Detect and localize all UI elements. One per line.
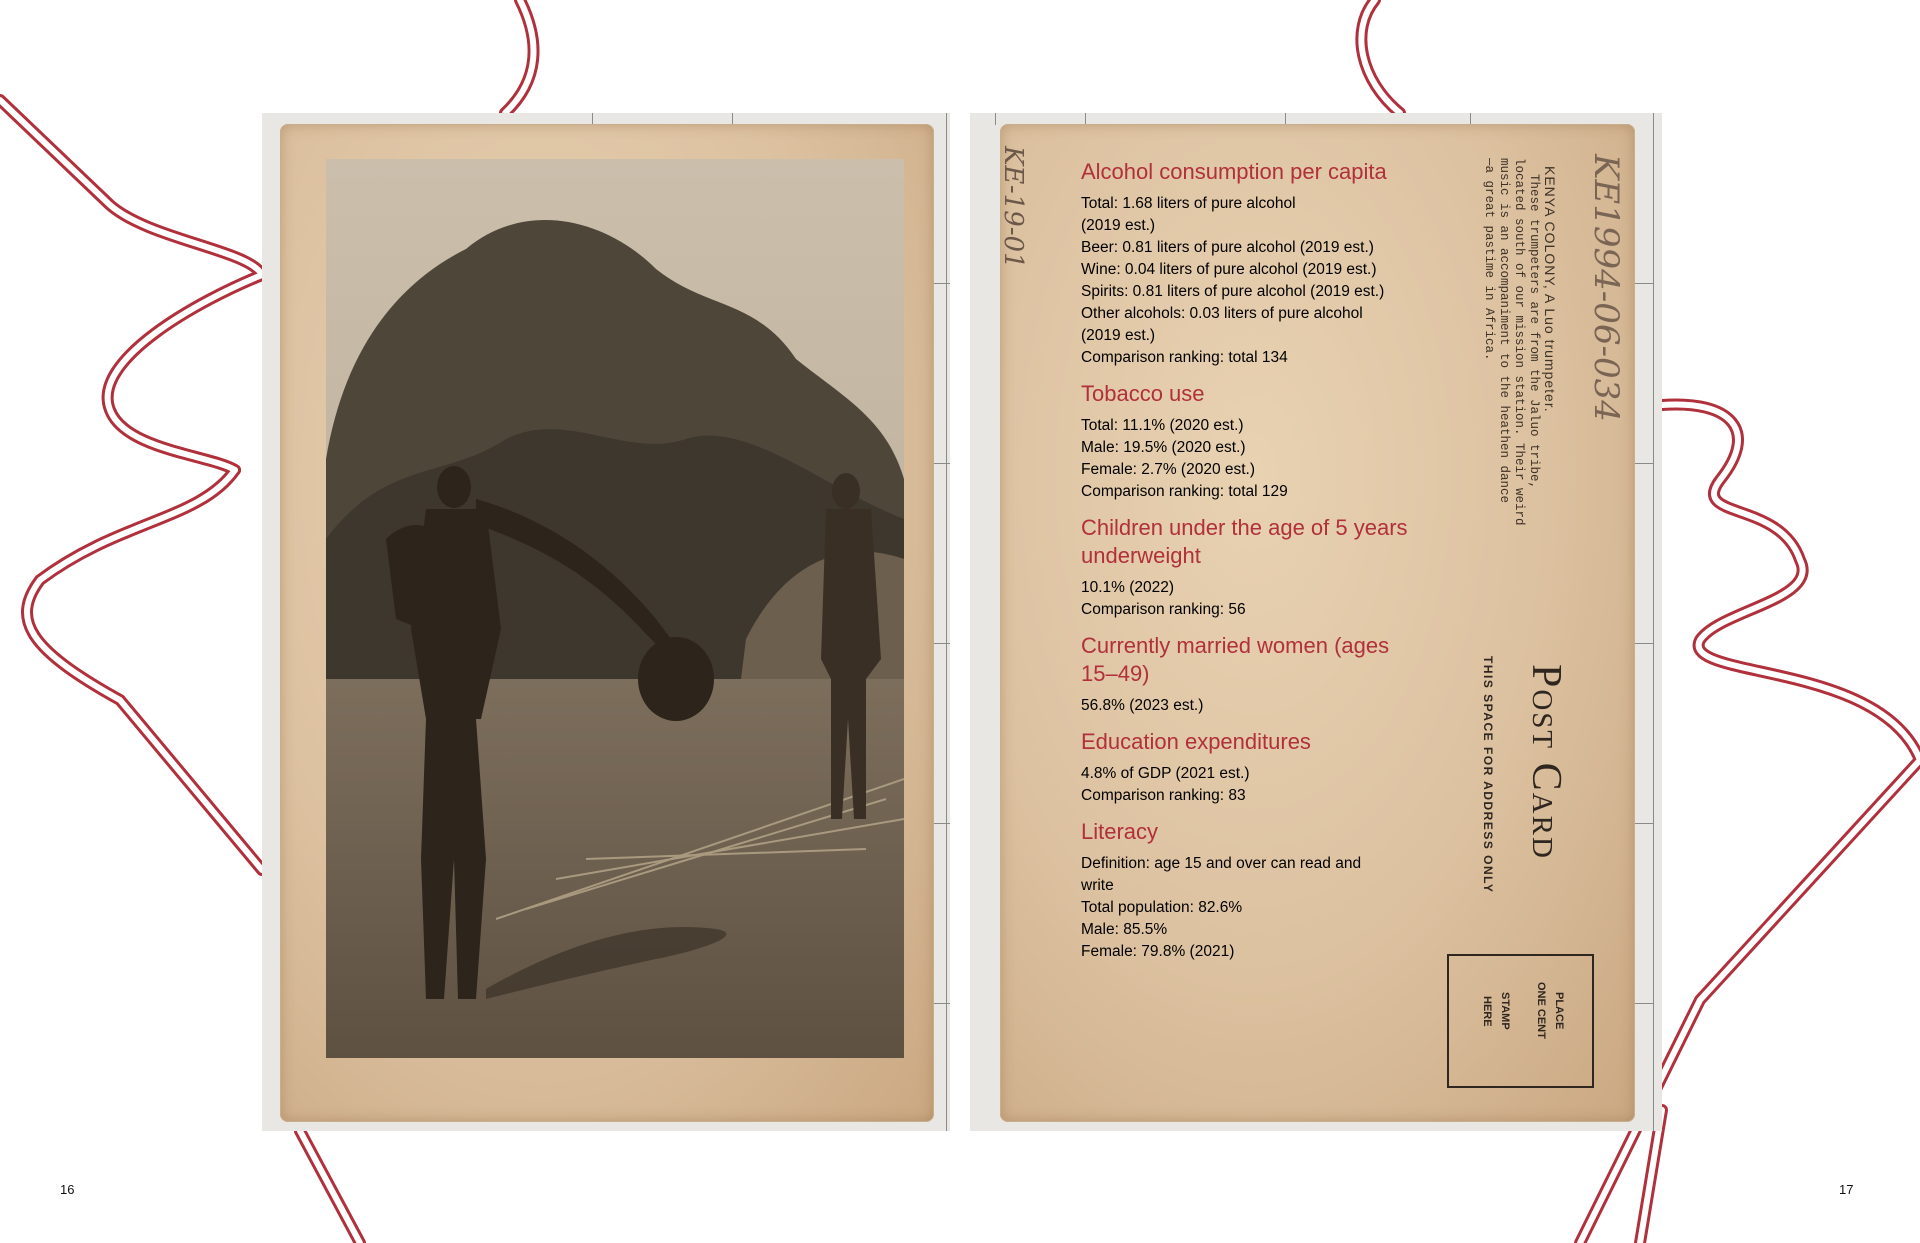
page-number-left: 16: [60, 1182, 75, 1197]
stat-line: Female: 2.7% (2020 est.): [1081, 461, 1256, 478]
stamp-text-line: ONE CENT: [1535, 982, 1547, 1039]
stat-line: Other alcohols: 0.03 liters of pure alcohol: [1081, 305, 1363, 322]
stat-line: 56.8% (2023 est.): [1081, 697, 1204, 714]
section-married-women: [1081, 632, 1426, 717]
section-literacy: [1081, 818, 1426, 963]
stat-line: write: [1081, 877, 1114, 894]
stat-line: 4.8% of GDP (2021 est.): [1081, 765, 1250, 782]
stat-line: Total: 11.1% (2020 est.): [1081, 417, 1244, 434]
stat-line: Comparison ranking: total 134: [1081, 349, 1288, 366]
stat-line: Male: 85.5%: [1081, 921, 1168, 938]
stat-line: (2019 est.): [1081, 327, 1156, 344]
back-left-catalog-number: KE-19-01: [998, 146, 1028, 269]
section-title: Tobacco use: [1081, 381, 1205, 406]
address-note: THIS SPACE FOR ADDRESS ONLY: [1481, 656, 1495, 894]
section-alcohol: [1081, 158, 1426, 369]
stat-line: Spirits: 0.81 liters of pure alcohol (2019 est.): [1081, 283, 1385, 300]
stat-line: Comparison ranking: total 129: [1081, 483, 1288, 500]
stat-line: Beer: 0.81 liters of pure alcohol (2019 est.): [1081, 239, 1374, 256]
section-title: Literacy: [1081, 819, 1159, 844]
stat-line: Female: 79.8% (2021): [1081, 943, 1235, 960]
stat-line: Total population: 82.6%: [1081, 899, 1243, 916]
stat-line: Definition: age 15 and over can read and: [1081, 855, 1362, 872]
stat-line: (2019 est.): [1081, 217, 1156, 234]
section-title: Education expenditures: [1081, 729, 1311, 754]
stat-line: Comparison ranking: 83: [1081, 787, 1246, 804]
section-title: Children under the age of 5 years underweight: [1081, 515, 1408, 568]
stat-line: Male: 19.5% (2020 est.): [1081, 439, 1246, 456]
section-underweight: [1081, 514, 1426, 621]
section-tobacco: [1081, 380, 1426, 503]
stat-line: Comparison ranking: 56: [1081, 601, 1246, 618]
postcard-front: [280, 124, 934, 1122]
section-title: Currently married women (ages 15–49): [1081, 633, 1390, 686]
back-right-catalog-number: KE1994-06-034: [1586, 154, 1626, 422]
section-title: Alcohol consumption per capita: [1081, 159, 1387, 184]
stat-line: 10.1% (2022): [1081, 579, 1175, 596]
stat-line: Total: 1.68 liters of pure alcohol: [1081, 195, 1296, 212]
postcard-back: [1000, 124, 1635, 1122]
caption-line: These trumpeters are from the Jaluo tribe,: [1527, 174, 1541, 490]
stat-line: Wine: 0.04 liters of pure alcohol (2019 est.): [1081, 261, 1377, 278]
page-number-right: 17: [1839, 1182, 1854, 1197]
caption-line: music is an accompaniment to the heathen dance: [1497, 158, 1511, 504]
photo-luo-trumpeter: [326, 159, 904, 1058]
section-education: [1081, 728, 1426, 807]
stamp-text-line: PLACE: [1553, 992, 1565, 1030]
caption-line: located south of our mission station. Their weird: [1512, 158, 1526, 526]
stamp-text-line: HERE: [1481, 996, 1493, 1027]
country-statistics: [1081, 158, 1426, 974]
caption-title: KENYA COLONY, A Luo trumpeter.: [1542, 166, 1558, 413]
stamp-text-line: STAMP: [1499, 992, 1511, 1030]
postcard-title: Post Card: [1523, 664, 1569, 860]
caption-line: —a great pastime in Africa.: [1482, 158, 1496, 361]
stamp-box: [1447, 954, 1594, 1088]
